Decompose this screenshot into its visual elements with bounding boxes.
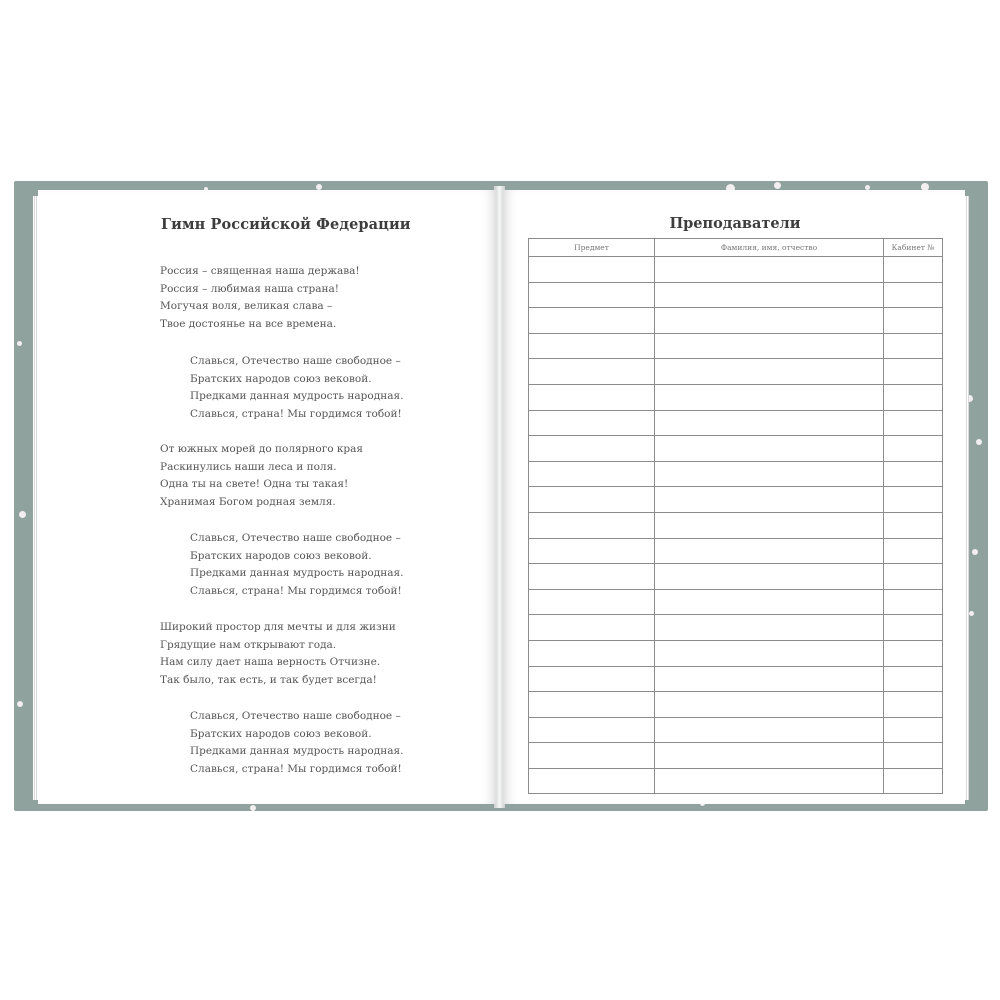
anthem-line: Братских народов союз вековой. <box>190 372 372 385</box>
subject-cell[interactable] <box>529 692 655 718</box>
room-cell[interactable] <box>884 461 943 487</box>
room-cell[interactable] <box>884 257 943 283</box>
room-cell[interactable] <box>884 692 943 718</box>
fullname-cell[interactable] <box>655 743 884 769</box>
anthem-line: Славься, Отечество наше свободное – <box>190 532 401 544</box>
subject-cell[interactable] <box>529 768 655 794</box>
room-cell[interactable] <box>884 640 943 666</box>
anthem-line: Славься, Отечество наше свободное – <box>190 355 401 367</box>
fullname-cell[interactable] <box>655 717 884 743</box>
room-cell[interactable] <box>884 282 943 308</box>
column-header-room: Кабинет № <box>884 239 943 257</box>
table-row <box>529 538 943 564</box>
fullname-cell[interactable] <box>655 257 884 283</box>
subject-cell[interactable] <box>529 538 655 564</box>
room-cell[interactable] <box>884 743 943 769</box>
table-row <box>529 308 943 334</box>
room-cell[interactable] <box>884 384 943 410</box>
anthem-line: Широкий простор для мечты и для жизни <box>160 621 396 633</box>
room-cell[interactable] <box>884 333 943 359</box>
room-cell[interactable] <box>884 436 943 462</box>
fullname-cell[interactable] <box>655 538 884 564</box>
anthem-line: Славься, страна! Мы гордимся тобой! <box>190 584 402 597</box>
table-row <box>529 410 943 436</box>
cover-dot <box>774 182 781 189</box>
subject-cell[interactable] <box>529 257 655 283</box>
fullname-cell[interactable] <box>655 359 884 385</box>
anthem-verse <box>160 441 363 511</box>
anthem-title: Гимн Российской Федерации <box>161 216 411 233</box>
table-row <box>529 384 943 410</box>
cover-dot <box>250 805 256 811</box>
fullname-cell[interactable] <box>655 640 884 666</box>
teachers-table <box>528 238 943 794</box>
fullname-cell[interactable] <box>655 436 884 462</box>
anthem-line: Твое достоянье на все времена. <box>160 317 337 330</box>
fullname-cell[interactable] <box>655 768 884 794</box>
table-row <box>529 257 943 283</box>
fullname-cell[interactable] <box>655 308 884 334</box>
anthem-verse <box>160 619 396 689</box>
subject-cell[interactable] <box>529 436 655 462</box>
anthem-line: Могучая воля, великая слава – <box>160 300 333 313</box>
room-cell[interactable] <box>884 308 943 334</box>
room-cell[interactable] <box>884 666 943 692</box>
fullname-cell[interactable] <box>655 487 884 513</box>
room-cell[interactable] <box>884 717 943 743</box>
fullname-cell[interactable] <box>655 692 884 718</box>
room-cell[interactable] <box>884 589 943 615</box>
fullname-cell[interactable] <box>655 615 884 641</box>
subject-cell[interactable] <box>529 359 655 385</box>
table-row <box>529 359 943 385</box>
subject-cell[interactable] <box>529 487 655 513</box>
fullname-cell[interactable] <box>655 384 884 410</box>
table-row <box>529 512 943 538</box>
subject-cell[interactable] <box>529 384 655 410</box>
table-row <box>529 666 943 692</box>
cover-dot <box>19 511 26 518</box>
anthem-line: Братских народов союз вековой. <box>190 727 372 740</box>
table-row <box>529 717 943 743</box>
anthem-line: Славься, страна! Мы гордимся тобой! <box>190 407 402 420</box>
anthem-chorus <box>190 530 403 600</box>
room-cell[interactable] <box>884 615 943 641</box>
anthem-verse <box>160 263 360 333</box>
room-cell[interactable] <box>884 487 943 513</box>
fullname-cell[interactable] <box>655 666 884 692</box>
table-row <box>529 692 943 718</box>
subject-cell[interactable] <box>529 333 655 359</box>
anthem-line: Хранимая Богом родная земля. <box>160 495 336 508</box>
subject-cell[interactable] <box>529 717 655 743</box>
anthem-line: Россия – любимая наша страна! <box>160 282 339 295</box>
cover-dot <box>17 341 22 346</box>
anthem-line: Славься, Отечество наше свободное – <box>190 710 401 722</box>
anthem-line: Братских народов союз вековой. <box>190 549 372 562</box>
fullname-cell[interactable] <box>655 282 884 308</box>
table-row <box>529 640 943 666</box>
anthem-line: От южных морей до полярного края <box>160 443 364 455</box>
room-cell[interactable] <box>884 768 943 794</box>
table-row <box>529 589 943 615</box>
table-row <box>529 282 943 308</box>
table-row <box>529 487 943 513</box>
anthem-line: Предками данная мудрость народная. <box>190 567 404 580</box>
anthem-line: Так было, так есть, и так будет всегда! <box>160 673 377 686</box>
anthem-line: Грядущие нам открывают года. <box>160 638 337 651</box>
fullname-cell[interactable] <box>655 461 884 487</box>
room-cell[interactable] <box>884 538 943 564</box>
table-row <box>529 743 943 769</box>
anthem-line: Предками данная мудрость народная. <box>190 390 404 403</box>
anthem-line: Раскинулись наши леса и поля. <box>160 460 337 473</box>
room-cell[interactable] <box>884 359 943 385</box>
subject-cell[interactable] <box>529 308 655 334</box>
subject-cell[interactable] <box>529 666 655 692</box>
subject-cell[interactable] <box>529 564 655 590</box>
table-row <box>529 333 943 359</box>
fullname-cell[interactable] <box>655 589 884 615</box>
table-header-row <box>529 239 943 257</box>
fullname-cell[interactable] <box>655 410 884 436</box>
fullname-cell[interactable] <box>655 333 884 359</box>
table-row <box>529 615 943 641</box>
fullname-cell[interactable] <box>655 564 884 590</box>
subject-cell[interactable] <box>529 410 655 436</box>
column-header-subject: Предмет <box>529 239 655 257</box>
teachers-table-body <box>529 257 943 794</box>
room-cell[interactable] <box>884 512 943 538</box>
column-header-fullname: Фамилия, имя, отчество <box>655 239 884 257</box>
cover-dot <box>972 549 978 555</box>
table-row <box>529 436 943 462</box>
room-cell[interactable] <box>884 410 943 436</box>
anthem-line: Россия – священная наша держава! <box>160 265 360 277</box>
cover-dot <box>976 439 982 445</box>
room-cell[interactable] <box>884 564 943 590</box>
anthem-line: Одна ты на свете! Одна ты такая! <box>160 478 349 491</box>
cover-dot <box>17 701 23 707</box>
table-row <box>529 768 943 794</box>
anthem-line: Предками данная мудрость народная. <box>190 745 404 758</box>
table-row <box>529 461 943 487</box>
subject-cell[interactable] <box>529 282 655 308</box>
teachers-title: Преподаватели <box>669 215 801 232</box>
subject-cell[interactable] <box>529 615 655 641</box>
table-row <box>529 564 943 590</box>
anthem-line: Славься, страна! Мы гордимся тобой! <box>190 762 402 775</box>
subject-cell[interactable] <box>529 512 655 538</box>
subject-cell[interactable] <box>529 640 655 666</box>
subject-cell[interactable] <box>529 461 655 487</box>
subject-cell[interactable] <box>529 589 655 615</box>
anthem-chorus <box>190 708 403 778</box>
cover-dot <box>969 611 974 616</box>
anthem-line: Нам силу дает наша верность Отчизне. <box>160 656 381 669</box>
fullname-cell[interactable] <box>655 512 884 538</box>
subject-cell[interactable] <box>529 743 655 769</box>
anthem-chorus <box>190 353 403 423</box>
